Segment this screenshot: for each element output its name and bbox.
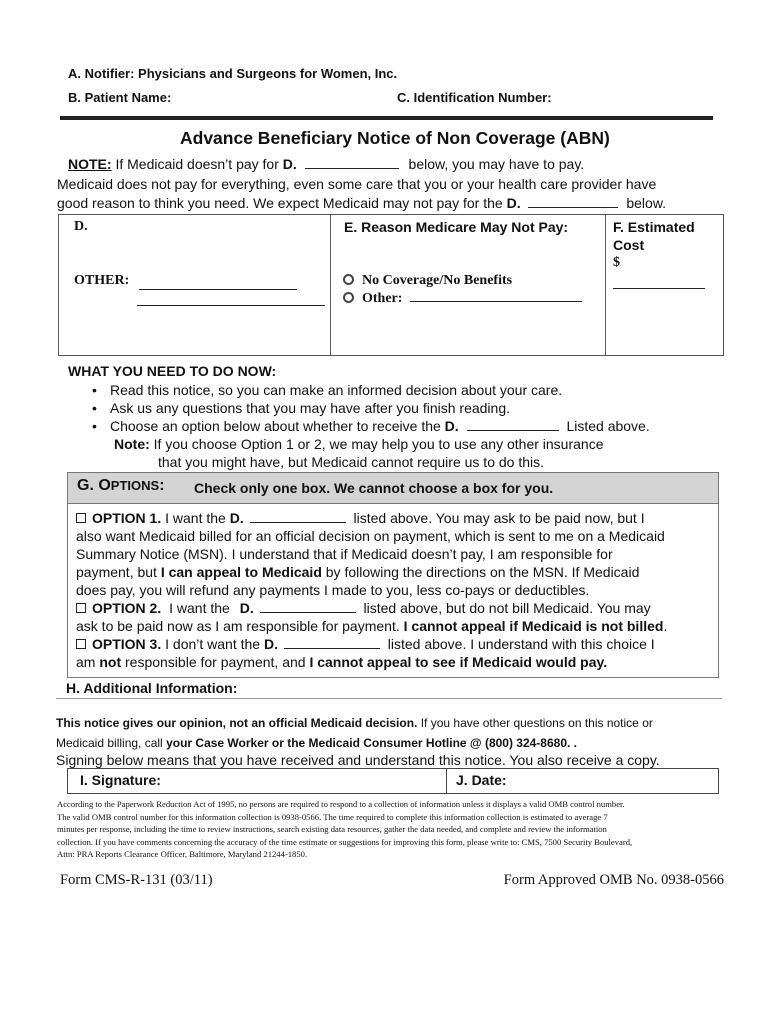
option-1-block	[76, 509, 667, 671]
option-2-text-b: listed above, but do not bill Medicaid. You may	[363, 600, 651, 616]
option-1-checkbox[interactable]	[76, 513, 86, 523]
col-f-header-cost: Cost	[613, 237, 645, 253]
dollar-sign: $	[613, 255, 620, 270]
option-2-checkbox[interactable]	[76, 603, 86, 613]
signing-statement: Signing below means that you have received and understand this notice. You also receive a copy.	[56, 752, 660, 768]
option-3-line-1	[76, 635, 667, 653]
option-3-d: D.	[263, 636, 278, 652]
options-label-colon: :	[159, 477, 165, 494]
opinion-bold: This notice gives our opinion, not an official Medicaid decision.	[56, 716, 418, 730]
list-item-text: Choose an option below about whether to receive the	[110, 418, 441, 434]
what-to-do-heading: WHAT YOU NEED TO DO NOW:	[68, 363, 277, 379]
header-divider	[60, 116, 713, 120]
reason-other-blank[interactable]	[410, 300, 582, 302]
option-1-line-4	[76, 563, 667, 581]
radio-icon[interactable]	[343, 292, 354, 303]
option-3-line-2-d: I cannot appeal to see if Medicaid would pay.	[309, 654, 608, 670]
col-e-header: E. Reason Medicare May Not Pay:	[344, 219, 569, 235]
option-1-label: OPTION 1.	[92, 510, 162, 526]
what-to-do-list	[88, 381, 650, 435]
paperwork-notice	[57, 798, 727, 861]
option-2-line-2	[76, 617, 667, 635]
paperwork-line: According to the Paperwork Reduction Act of 1995, no persons are required to respond to a collection of information unless it displays a valid OMB control number.	[57, 799, 625, 809]
other-blank-2[interactable]	[137, 304, 325, 306]
option-1-line-4-c: by following the directions on the MSN. If Medicaid	[325, 564, 640, 580]
signature-box	[67, 768, 719, 794]
opinion-text-2: Medicaid billing, call	[56, 736, 163, 750]
form-number: Form CMS-R-131 (03/11)	[60, 872, 213, 888]
reason-option-no-coverage[interactable]	[343, 273, 512, 289]
option-3-text-b: listed above. I understand with this choice I	[387, 636, 655, 652]
reason-option-other[interactable]	[343, 291, 582, 307]
option-3-d-blank[interactable]	[284, 647, 380, 649]
patient-name-label: B. Patient Name:	[68, 90, 172, 105]
additional-info-rule	[56, 698, 722, 699]
option-2-line-2-c: .	[663, 618, 668, 634]
option-3-text: I don’t want the	[165, 636, 261, 652]
paperwork-line: The valid OMB control number for this information collection is 0938-0566. The time required to complete this information collection is estimated to average 7	[57, 811, 608, 822]
date-field[interactable]	[518, 769, 718, 793]
option-3-line-2-c: responsible for payment, and	[125, 654, 306, 670]
note-d-blank[interactable]	[305, 167, 399, 169]
additional-info-label: H. Additional Information:	[66, 680, 238, 696]
options-label	[77, 477, 165, 495]
option-1-line-4-b: I can appeal to Medicaid	[160, 564, 322, 580]
option-3-checkbox[interactable]	[76, 639, 86, 649]
note-d-label-2: D.	[506, 195, 521, 211]
estimated-cost-blank[interactable]	[613, 287, 705, 289]
option-1-text: I want the	[165, 510, 226, 526]
option-2-d: D.	[239, 600, 254, 616]
option-3-line-2-a: am	[76, 654, 96, 670]
signature-label: I. Signature:	[80, 772, 161, 788]
opinion-text: If you have other questions on this notice or	[420, 716, 653, 730]
note-label: NOTE:	[68, 156, 112, 172]
option-1-line-2: also want Medicaid billed for an official decision on payment, which is sent to me on a Medicaid	[76, 528, 665, 544]
radio-icon[interactable]	[343, 274, 354, 285]
option-1-d: D.	[229, 510, 244, 526]
list-item-d-blank[interactable]	[467, 429, 559, 431]
option-2-line-1	[76, 599, 667, 617]
option-1-text-b: listed above. You may ask to be paid now, but I	[353, 510, 645, 526]
signature-divider	[446, 769, 447, 793]
note-line-1	[68, 156, 584, 172]
notifier-line: A. Notifier: Physicians and Surgeons for Women, Inc.	[68, 66, 398, 81]
options-instruction: Check only one box. We cannot choose a box for you.	[194, 480, 554, 496]
what-to-do-note	[114, 436, 604, 452]
option-3-line-2-b: not	[99, 654, 122, 670]
note-line-2: Medicaid does not pay for everything, even some care that you or your health care provider have	[57, 176, 657, 192]
date-label: J. Date:	[456, 772, 507, 788]
col-f-header: F. Estimated	[613, 219, 695, 235]
note-label-2: Note:	[114, 436, 150, 452]
table-divider-2	[605, 215, 606, 355]
list-item: • Ask us any questions that you may have after you finish reading.	[88, 399, 650, 417]
option-2-line-2-a: ask to be paid now as I am responsible for payment.	[76, 618, 400, 634]
list-item-post: Listed above.	[566, 418, 650, 434]
list-item: • Read this notice, so you can make an informed decision about your care.	[88, 381, 650, 399]
note-line-3	[57, 195, 666, 211]
option-3-label: OPTION 3.	[92, 636, 162, 652]
option-1-line-4-a: payment, but	[76, 564, 157, 580]
option-1-d-blank[interactable]	[250, 521, 346, 523]
option-1-line-5: does pay, you will refund any payments I made to you, less co-pays or deductibles.	[76, 582, 590, 598]
option-2-label: OPTION 2.	[92, 600, 162, 616]
options-label-g: G. O	[77, 477, 111, 494]
paperwork-line: Attn: PRA Reports Clearance Officer, Baltimore, Maryland 21244-1850.	[57, 849, 308, 859]
note-text-pre: If Medicaid doesn’t pay for	[115, 156, 279, 172]
option-1-line-3: Summary Notice (MSN). I understand that if Medicaid doesn’t pay, I am responsible for	[76, 546, 613, 562]
paperwork-line: collection. If you have comments concerning the accuracy of the time estimate or suggestions for improving this form, please write to: CMS, 7500 Security Boulevard,	[57, 836, 633, 847]
page-title: Advance Beneficiary Notice of Non Coverage (ABN)	[180, 128, 610, 148]
list-item	[88, 417, 650, 435]
option-1-line-1	[76, 509, 667, 527]
omb-number: Form Approved OMB No. 0938-0566	[503, 872, 724, 888]
options-box	[67, 472, 719, 678]
opinion-line-1	[56, 716, 653, 730]
service-table	[58, 214, 724, 356]
opinion-hotline: your Case Worker or the Medicaid Consumer Hotline @ (800) 324-8680. .	[166, 736, 578, 750]
option-2-text: I want the	[169, 600, 230, 616]
opinion-line-2	[56, 736, 577, 750]
note-d-blank-2[interactable]	[528, 206, 618, 208]
col-d-header: D.	[74, 219, 88, 234]
note-text: If you choose Option 1 or 2, we may help you to use any other insurance	[153, 436, 604, 452]
reason-option-other-label: Other:	[362, 291, 403, 306]
note-line-3-post: below.	[626, 195, 667, 211]
list-item-d: D.	[444, 418, 459, 434]
identification-number-label: C. Identification Number:	[397, 90, 552, 105]
note-text-post: below, you may have to pay.	[408, 156, 585, 172]
note-line-3-text: good reason to think you need. We expect Medicaid may not pay for the	[57, 195, 503, 211]
table-divider-1	[330, 215, 331, 355]
other-blank-1[interactable]	[139, 288, 297, 290]
options-label-rest: PTIONS	[110, 478, 160, 493]
signature-field[interactable]	[168, 769, 444, 793]
note-d-label: D.	[282, 156, 297, 172]
option-2-d-blank[interactable]	[260, 611, 356, 613]
what-to-do-note-2: that you might have, but Medicaid cannot require us to do this.	[158, 454, 545, 470]
option-3-line-2	[76, 653, 667, 671]
other-label: OTHER:	[74, 273, 130, 288]
option-2-line-2-b: I cannot appeal if Medicaid is not billed	[403, 618, 664, 634]
paperwork-line: minutes per response, including the time to review instructions, search existing data resources, gather the data needed, and complete and review the information	[57, 824, 607, 834]
reason-option-no-coverage-label: No Coverage/No Benefits	[362, 273, 513, 288]
